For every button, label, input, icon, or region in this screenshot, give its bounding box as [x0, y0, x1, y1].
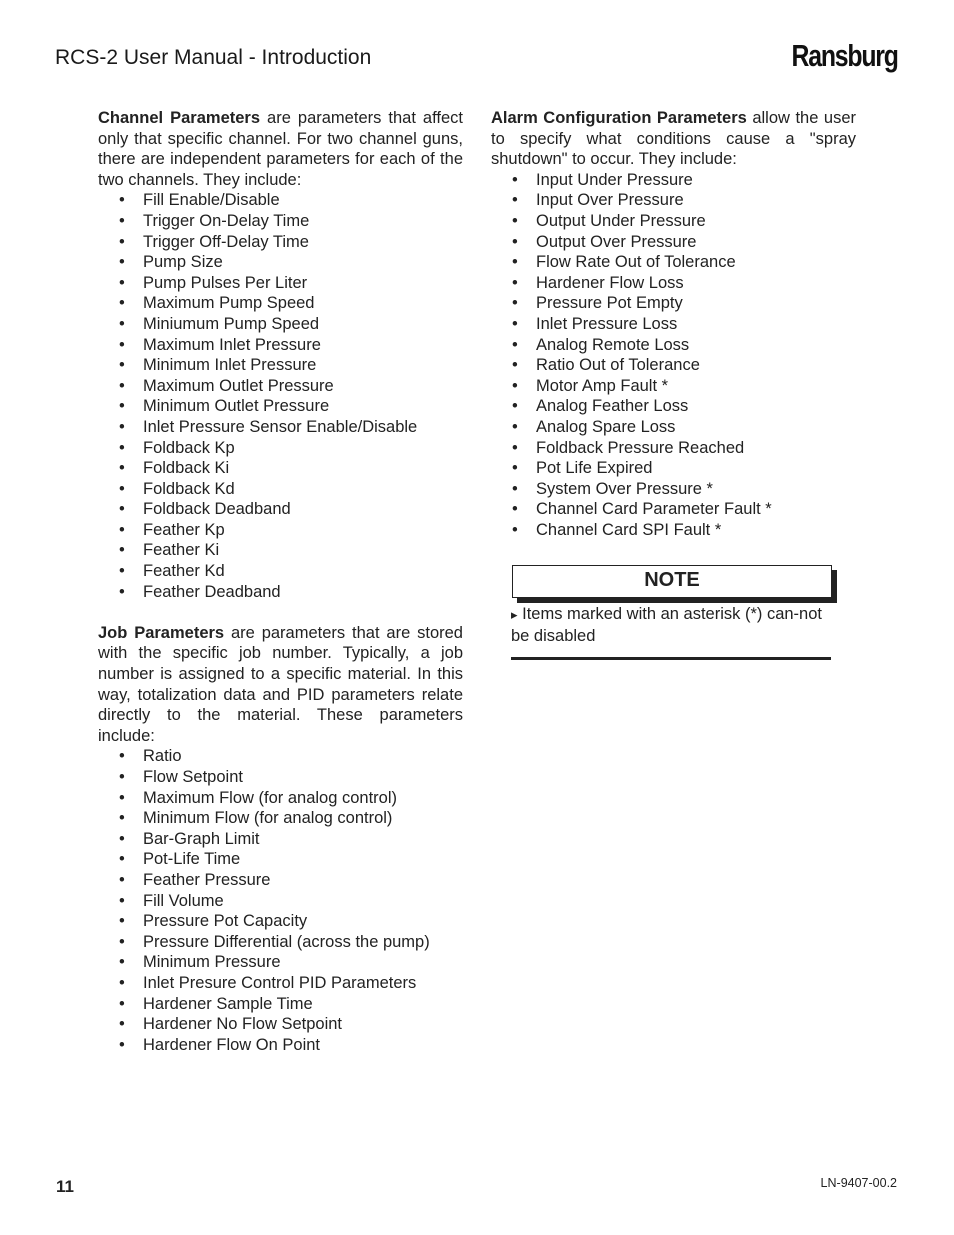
list-item: • Foldback Kp: [119, 438, 463, 459]
note-title-box: NOTE: [512, 565, 832, 598]
channel-parameters-heading: Channel Parameters: [98, 109, 261, 127]
list-item: • Bar-Graph Limit: [119, 829, 463, 850]
list-item: • Pressure Pot Empty: [512, 293, 856, 314]
list-item: • Analog Remote Loss: [512, 335, 856, 356]
right-column: [491, 108, 856, 540]
job-parameters-paragraph: [98, 623, 463, 747]
list-item: • Feather Kd: [119, 561, 463, 582]
list-item: • Channel Card SPI Fault *: [512, 520, 856, 541]
list-item: • System Over Pressure *: [512, 479, 856, 500]
ransburg-logo: Ransburg: [791, 38, 898, 73]
page-header-title: RCS-2 User Manual - Introduction: [55, 46, 372, 69]
list-item: • Pot-Life Time: [119, 849, 463, 870]
list-item: • Inlet Presure Control PID Parameters: [119, 973, 463, 994]
list-item: • Fill Enable/Disable: [119, 190, 463, 211]
list-item: • Pump Size: [119, 252, 463, 273]
list-item: • Minimum Pressure: [119, 952, 463, 973]
list-item: • Minimum Flow (for analog control): [119, 808, 463, 829]
list-item: • Flow Rate Out of Tolerance: [512, 252, 856, 273]
list-item: • Inlet Pressure Loss: [512, 314, 856, 335]
list-item: • Maximum Flow (for analog control): [119, 788, 463, 809]
list-item: • Ratio Out of Tolerance: [512, 355, 856, 376]
left-column: [98, 108, 463, 1055]
list-item: • Hardener Sample Time: [119, 994, 463, 1015]
note-body: Items marked with an asterisk (*) can-not be disabled: [511, 605, 822, 645]
list-item: • Maximum Inlet Pressure: [119, 335, 463, 356]
list-item: • Feather Ki: [119, 540, 463, 561]
list-item: • Pot Life Expired: [512, 458, 856, 479]
list-item: • Ratio: [119, 746, 463, 767]
alarm-parameters-intro: allow the user to specify what conditions cause a "spray shutdown" to occur. They include:: [491, 109, 856, 169]
list-item: • Feather Kp: [119, 520, 463, 541]
list-item: • Analog Feather Loss: [512, 396, 856, 417]
list-item: • Flow Setpoint: [119, 767, 463, 788]
list-item: • Analog Spare Loss: [512, 417, 856, 438]
document-code: LN-9407-00.2: [820, 1176, 897, 1190]
list-item: • Maximum Outlet Pressure: [119, 376, 463, 397]
list-item: • Miniumum Pump Speed: [119, 314, 463, 335]
note-arrow-icon: ▸: [511, 607, 518, 622]
list-item: • Inlet Pressure Sensor Enable/Disable: [119, 417, 463, 438]
note-divider: [511, 657, 831, 660]
page-number: 11: [56, 1177, 74, 1196]
list-item: • Trigger Off-Delay Time: [119, 232, 463, 253]
list-item: • Hardener Flow On Point: [119, 1035, 463, 1056]
list-item: • Foldback Deadband: [119, 499, 463, 520]
channel-parameters-list: [98, 190, 463, 602]
list-item: • Fill Volume: [119, 891, 463, 912]
list-item: • Minimum Inlet Pressure: [119, 355, 463, 376]
list-item: • Input Under Pressure: [512, 170, 856, 191]
alarm-parameters-paragraph: [491, 108, 856, 170]
note-text: [511, 604, 829, 646]
list-item: • Pressure Pot Capacity: [119, 911, 463, 932]
list-item: • Foldback Pressure Reached: [512, 438, 856, 459]
job-parameters-intro: are parameters that are stored with the specific job number. Typically, a job number is assigned to a specific material. In this way, totalization data and PID parameters relate directly to the material. These parameters include:: [98, 623, 463, 745]
list-item: • Hardener No Flow Setpoint: [119, 1014, 463, 1035]
list-item: • Maximum Pump Speed: [119, 293, 463, 314]
list-item: • Feather Pressure: [119, 870, 463, 891]
list-item: • Trigger On-Delay Time: [119, 211, 463, 232]
list-item: • Channel Card Parameter Fault *: [512, 499, 856, 520]
list-item: • Minimum Outlet Pressure: [119, 396, 463, 417]
list-item: • Motor Amp Fault *: [512, 376, 856, 397]
channel-parameters-paragraph: [98, 108, 463, 190]
list-item: • Pressure Differential (across the pump): [119, 932, 463, 953]
job-parameters-list: [98, 746, 463, 1055]
list-item: • Feather Deadband: [119, 582, 463, 603]
channel-parameters-intro: are parameters that affect only that specific channel. For two channel guns, there are independent parameters for each of the two channels. They include:: [98, 109, 463, 189]
list-item: • Hardener Flow Loss: [512, 273, 856, 294]
job-parameters-heading: Job Parameters: [98, 623, 225, 642]
list-item: • Foldback Kd: [119, 479, 463, 500]
list-item: • Input Over Pressure: [512, 190, 856, 211]
list-item: • Output Under Pressure: [512, 211, 856, 232]
alarm-parameters-heading: Alarm Configuration Parameters: [491, 109, 747, 127]
alarm-parameters-list: [491, 170, 856, 541]
list-item: • Pump Pulses Per Liter: [119, 273, 463, 294]
list-item: • Foldback Ki: [119, 458, 463, 479]
list-item: • Output Over Pressure: [512, 232, 856, 253]
